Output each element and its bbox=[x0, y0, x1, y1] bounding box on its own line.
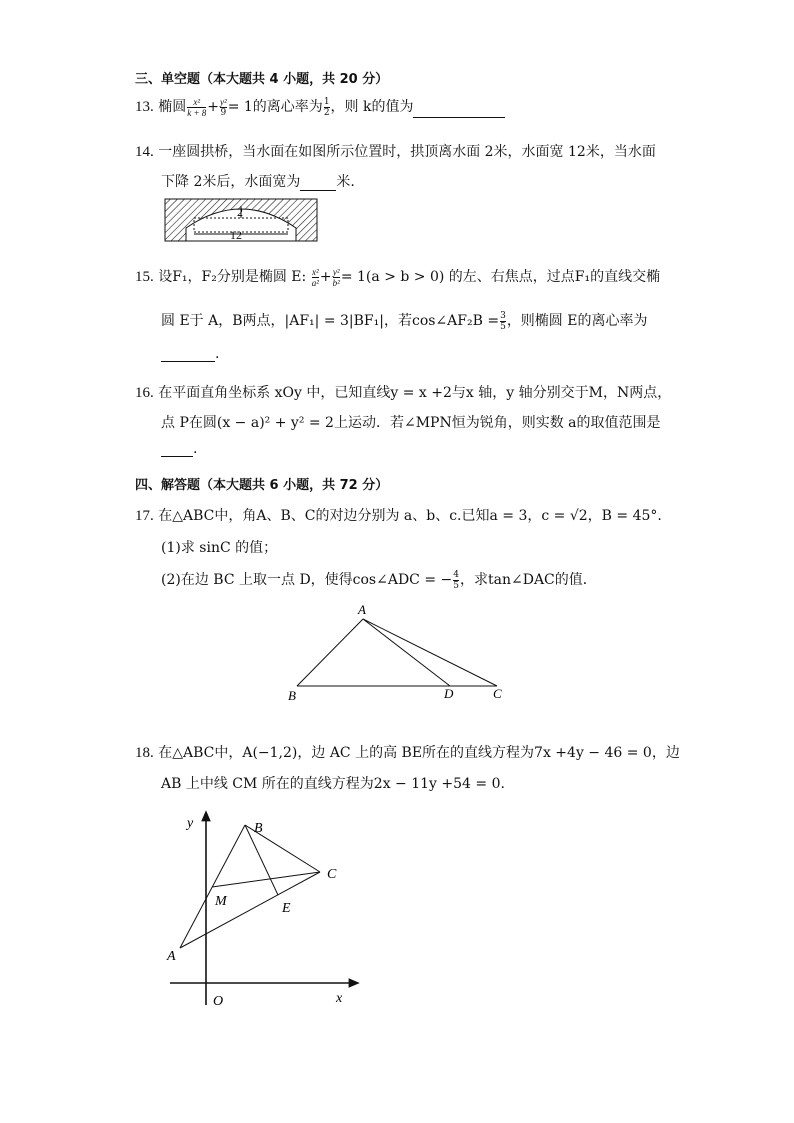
side-ac bbox=[180, 872, 320, 948]
vertex-label-b: B bbox=[288, 688, 296, 703]
answer-blank[interactable] bbox=[161, 347, 215, 362]
axis-label-x: x bbox=[336, 991, 343, 1006]
triangle-abc-figure bbox=[280, 600, 510, 705]
vertex-label-a: A bbox=[167, 949, 176, 964]
fraction-x2-over-a2: $\frac{\text{x²}}{\text{a²}}$ bbox=[311, 266, 319, 288]
vertex-label-c: C bbox=[493, 686, 502, 701]
fraction-3-5: $\frac{3}{5}$ bbox=[500, 310, 506, 332]
question-15-line-3: . bbox=[161, 346, 219, 362]
label-12: 12 bbox=[230, 228, 242, 242]
fraction-y2-over-b2: $\frac{\text{y²}}{\text{b²}}$ bbox=[332, 266, 340, 288]
question-number: 18. bbox=[135, 745, 154, 761]
side-ab bbox=[297, 619, 363, 686]
fraction-x2-over-k8: $\frac{\text{x²}}{k + 8}$ bbox=[187, 96, 207, 118]
fraction-y2-over-9: $\frac{\text{y²}}{9}$ bbox=[220, 96, 227, 118]
point-label-m: M bbox=[215, 894, 227, 909]
question-14-line-1 bbox=[135, 141, 656, 161]
question-number: 16. bbox=[135, 385, 154, 401]
vertex-label-b: B bbox=[254, 821, 263, 836]
q14-text-2: 下降 2米后，水面宽为 bbox=[161, 174, 301, 190]
question-15-line-1: 15. 设F₁，F₂分别是椭圆 E: $\frac{\text{x²}}{\text{a²}}$ + $\frac{\text{y²}}{\text{b²}}$ = 1(a > b > 0) 的左、右焦点，过点F₁的直线交椭 bbox=[135, 266, 661, 288]
point-label-e: E bbox=[282, 901, 291, 916]
vertex-label-c: C bbox=[327, 867, 337, 882]
question-14-line-2: 下降 2米后，水面宽为 米. bbox=[161, 174, 355, 190]
question-17-line-1: 17. 在△ABC中，角A、B、C的对边分别为 a、b、c.已知a = 3，c = √2，B = 45°. bbox=[135, 508, 662, 524]
question-17-part-1: (1)求 sinC 的值； bbox=[161, 540, 278, 556]
question-18-line-1: 18. 在△ABC中，A(−1,2)，边 AC 上的高 BE所在的直线方程为7x +4y − 46 = 0，边 bbox=[135, 745, 680, 761]
median-cm bbox=[212, 872, 320, 887]
question-13: 13. 椭圆 $\frac{\text{x²}}{k + 8}$ + $\frac{\text{y²}}{9}$ = 1的离心率为 $\frac{1}{2}$ ，则 k的值为 bbox=[135, 96, 505, 118]
axis-label-y: y bbox=[187, 816, 194, 831]
section-4-title: 四、解答题（本大题共 6 小题，共 72 分） bbox=[135, 478, 389, 493]
question-number: 14. bbox=[135, 144, 154, 160]
question-16-line-3: . bbox=[161, 441, 197, 457]
section-3-title: 三、单空题（本大题共 4 小题，共 20 分） bbox=[135, 72, 389, 87]
q13-prefix: 椭圆 bbox=[158, 99, 187, 115]
question-number: 17. bbox=[135, 508, 154, 524]
fraction-4-5: $\frac{4}{5}$ bbox=[453, 569, 459, 591]
question-17-part-2: (2)在边 BC 上取一点 D，使得cos∠ADC = − $\frac{4}{5}$ ，求tan∠DAC的值． bbox=[161, 569, 597, 591]
coordinate-figure bbox=[165, 805, 365, 1015]
answer-blank[interactable] bbox=[413, 103, 505, 118]
arch-bridge-figure bbox=[164, 198, 318, 242]
answer-blank[interactable] bbox=[161, 442, 193, 457]
q14-text-1: 一座圆拱桥，当水面在如图所示位置时，拱顶离水面 2米，水面宽 12米，当水面 bbox=[158, 144, 656, 160]
question-15-line-2: 圆 E于 A，B两点，|AF₁| = 3|BF₁|，若cos∠AF₂B = $\frac{3}{5}$ ，则椭圆 E的离心率为 bbox=[161, 310, 648, 332]
label-2: 2 bbox=[237, 205, 243, 219]
question-number: 13. bbox=[135, 99, 154, 115]
question-16-line-1: 16. 在平面直角坐标系 xOy 中，已知直线y = x +2与x 轴，y 轴分别交于M，N两点， bbox=[135, 385, 672, 401]
segment-ad bbox=[363, 619, 450, 686]
q13-post: ，则 k的值为 bbox=[330, 99, 414, 115]
origin-label: O bbox=[213, 994, 224, 1009]
question-number: 15. bbox=[135, 269, 154, 285]
fraction-one-half: $\frac{1}{2}$ bbox=[323, 96, 330, 118]
question-18-line-2: AB 上中线 CM 所在的直线方程为2x − 11y +54 = 0. bbox=[161, 776, 505, 792]
q13-eq: = 1的离心率为 bbox=[227, 99, 323, 115]
side-ac bbox=[363, 619, 497, 686]
answer-blank[interactable] bbox=[300, 176, 336, 191]
question-16-line-2: 点 P在圆(x − a)² + y² = 2上运动．若∠MPN恒为锐角，则实数 a的取值范围是 bbox=[161, 415, 661, 431]
point-label-d: D bbox=[444, 686, 454, 701]
vertex-label-a: A bbox=[358, 602, 366, 617]
